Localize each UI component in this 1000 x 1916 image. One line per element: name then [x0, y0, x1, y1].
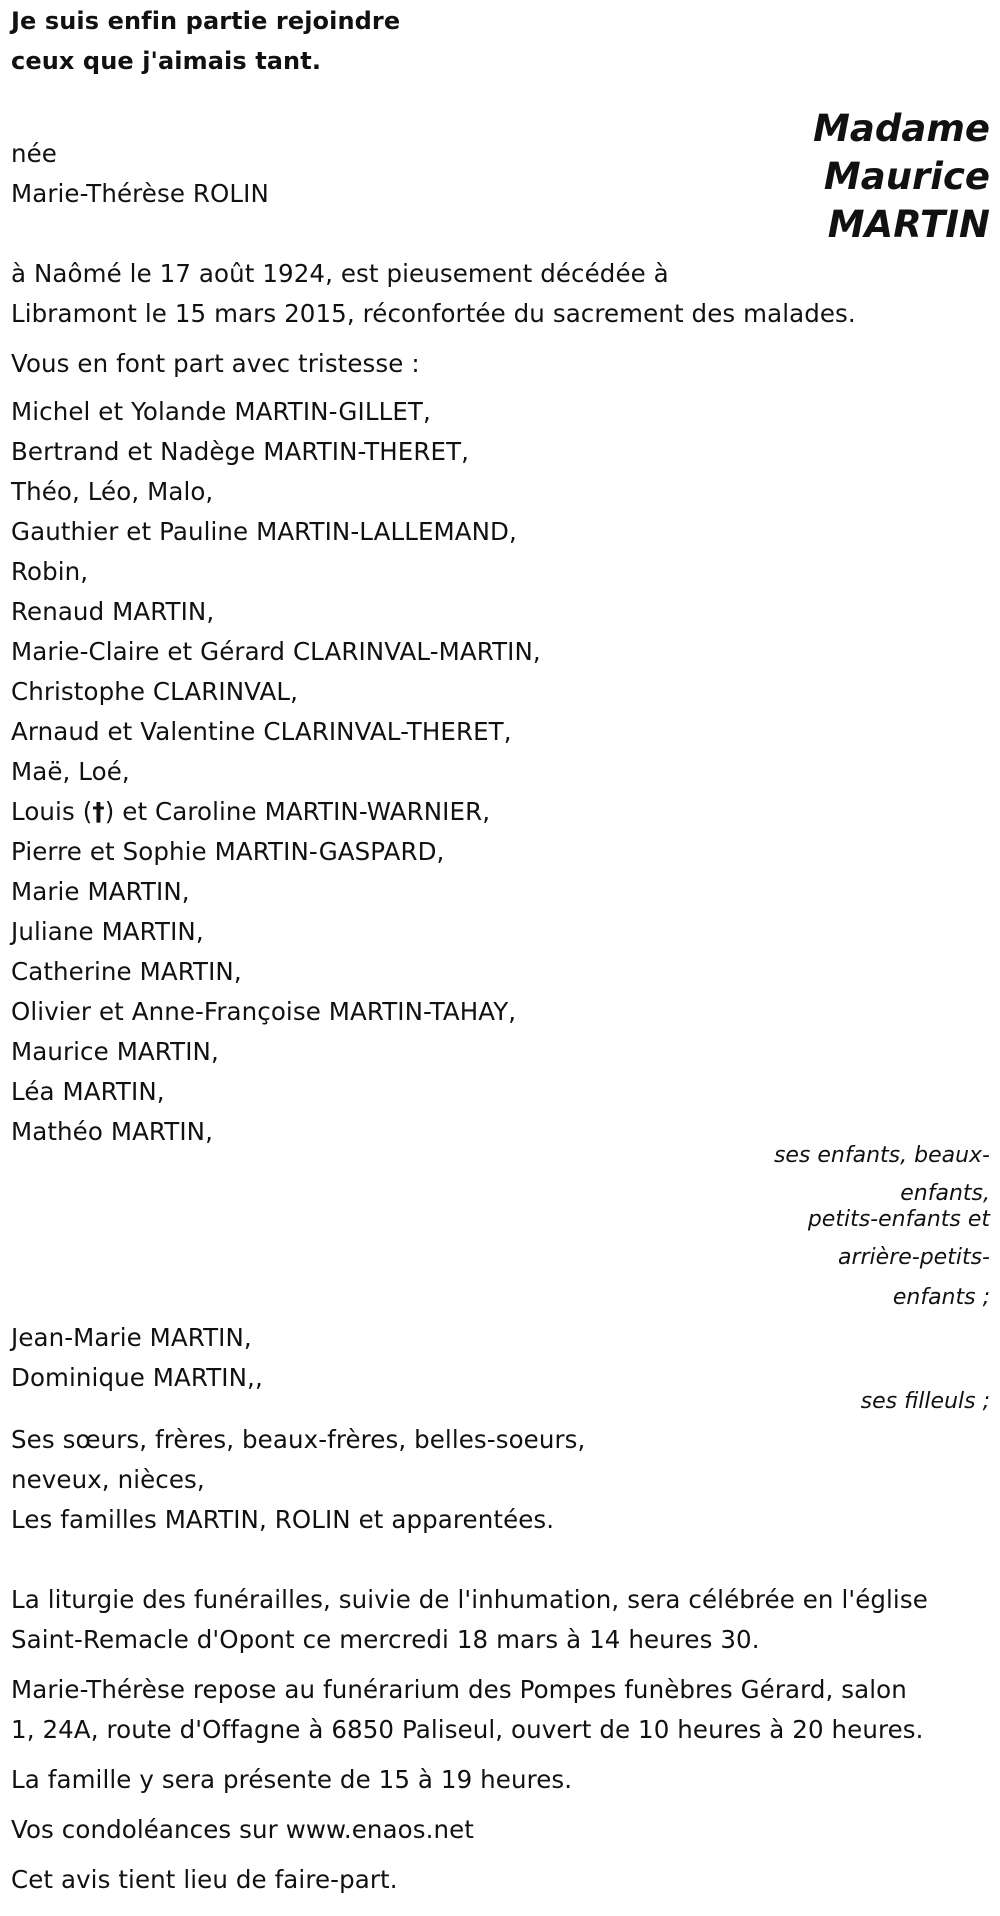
rest-line-1: Marie-Thérèse repose au funérarium des Pompes funèbres Gérard, salon: [11, 1675, 907, 1704]
liturgy-line-1: La liturgie des funérailles, suivie de l'inhumation, sera célébrée en l'église: [11, 1585, 928, 1614]
family-name: Pierre et Sophie MARTIN-GASPARD,: [11, 837, 445, 866]
title-line-1: Madame: [813, 107, 990, 150]
relatives-line: Les familles MARTIN, ROLIN et apparentées.: [11, 1505, 555, 1534]
godchildren-role: ses filleuls ;: [860, 1389, 990, 1414]
family-name: Maurice MARTIN,: [11, 1037, 219, 1066]
condolences-line: Vos condoléances sur www.enaos.net: [11, 1815, 475, 1844]
quote-line-2: ceux que j'aimais tant.: [11, 47, 322, 75]
family-name-louis: [11, 798, 490, 826]
quote-line-1: Je suis enfin partie rejoindre: [11, 7, 401, 35]
announcement: Vous en font part avec tristesse :: [11, 349, 420, 378]
family-name: Robin,: [11, 557, 89, 586]
family-role-line: enfants ;: [892, 1285, 990, 1310]
family-name: Christophe CLARINVAL,: [11, 677, 298, 706]
family-name: Gauthier et Pauline MARTIN-LALLEMAND,: [11, 517, 517, 546]
rest-line-2: 1, 24A, route d'Offagne à 6850 Paliseul, ouvert de 10 heures à 20 heures.: [11, 1715, 924, 1744]
family-name: Catherine MARTIN,: [11, 957, 242, 986]
family-name: Marie-Claire et Gérard CLARINVAL-MARTIN,: [11, 637, 541, 666]
family-name: Renaud MARTIN,: [11, 597, 215, 626]
family-name: Arnaud et Valentine CLARINVAL-THERET,: [11, 717, 512, 746]
family-name: Olivier et Anne-Françoise MARTIN-TAHAY,: [11, 997, 517, 1026]
family-role-line: arrière-petits-: [837, 1245, 990, 1270]
title-line-2: Maurice: [823, 155, 990, 198]
relatives-line: neveux, nièces,: [11, 1465, 205, 1494]
nee-label: née: [11, 139, 57, 168]
godchild-name: Dominique MARTIN,,: [11, 1363, 263, 1392]
cross-icon: †: [92, 797, 105, 826]
family-name: Michel et Yolande MARTIN-GILLET,: [11, 397, 431, 426]
birth-line-2: Libramont le 15 mars 2015, réconfortée du sacrement des malades.: [11, 299, 856, 328]
family-role-line: enfants,: [900, 1181, 990, 1206]
title-line-3: MARTIN: [827, 203, 990, 246]
family-name: Mathéo MARTIN,: [11, 1117, 213, 1146]
louis-name-end: ) et Caroline MARTIN-WARNIER,: [104, 797, 491, 826]
maiden-name: Marie-Thérèse ROLIN: [11, 179, 269, 208]
family-role-line: ses enfants, beaux-: [773, 1143, 990, 1168]
family-role-line: petits-enfants et: [807, 1207, 990, 1232]
family-name: Léa MARTIN,: [11, 1077, 165, 1106]
family-presence: La famille y sera présente de 15 à 19 heures.: [11, 1765, 573, 1794]
louis-name-start: Louis (: [11, 797, 93, 826]
liturgy-line-2: Saint-Remacle d'Opont ce mercredi 18 mars à 14 heures 30.: [11, 1625, 760, 1654]
relatives-line: Ses sœurs, frères, beaux-frères, belles-soeurs,: [11, 1425, 586, 1454]
family-name: Bertrand et Nadège MARTIN-THERET,: [11, 437, 470, 466]
family-name: Théo, Léo, Malo,: [11, 477, 214, 506]
family-name: Juliane MARTIN,: [11, 917, 204, 946]
notice-line: Cet avis tient lieu de faire-part.: [11, 1865, 398, 1894]
family-name: Marie MARTIN,: [11, 877, 190, 906]
godchild-name: Jean-Marie MARTIN,: [11, 1323, 252, 1352]
birth-line-1: à Naômé le 17 août 1924, est pieusement décédée à: [11, 259, 669, 288]
family-name: Maë, Loé,: [11, 757, 130, 786]
